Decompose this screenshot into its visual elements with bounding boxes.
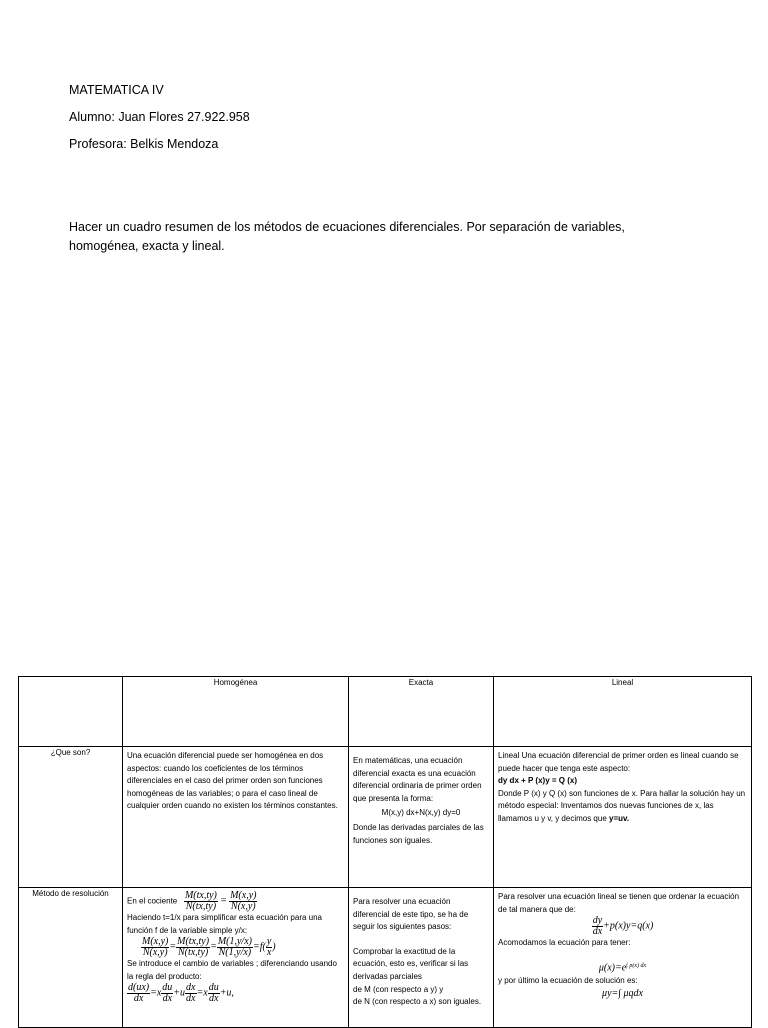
lineal-explanation <box>498 788 747 826</box>
table-row-que-son <box>19 747 752 888</box>
table-header-row <box>19 677 752 747</box>
homogenea-product-rule-equation: $\frac{d(ux)}{dx}$ =x $\frac{du}{dx}$ +u $\frac{dx}{dx}$ =x $\frac{du}{dx}$ +u, <box>128 982 234 1005</box>
lineal-end-text: y=uv. <box>609 813 630 823</box>
cell-lineal-method <box>494 888 752 1028</box>
cell-exacta-method <box>349 888 494 1028</box>
cell-lineal-definition <box>494 747 752 888</box>
row-label-metodo: Método de resolución <box>19 888 123 1028</box>
homogenea-change-variable-text: Se introduce el cambio de variables ; diferenciando usando la regla del producto: <box>127 959 337 981</box>
cell-homogenea-method <box>123 888 349 1028</box>
cell-homogenea-definition <box>123 747 349 888</box>
homogenea-quotient-line: En el cociente $\frac{M(tx,ty)}{N(tx,ty)}$ = $\frac{M(x,y)}{N(x,y)}$ <box>127 890 257 912</box>
exacta-step-check: Comprobar la exactitud de la ecuación, esto es, verificar si las derivadas parciales <box>353 946 469 981</box>
course-title: MATEMATICA IV <box>69 83 164 97</box>
fraction-m-over-n-t: $\frac{M(tx,ty)}{N(tx,ty)}$ <box>184 890 217 912</box>
summary-table <box>18 676 752 1028</box>
column-header-exacta: Exacta <box>349 677 494 747</box>
row-label-que-son: ¿Que son? <box>19 747 123 888</box>
lineal-solution-equation: μy=∫ μqdx <box>602 987 643 999</box>
student-line: Alumno: Juan Flores 27.922.958 <box>69 110 250 124</box>
homogenea-ratio-equation: $\frac{M(x,y)}{N(x,y)}$ = $\frac{M(tx,ty)}{N(tx,ty)}$ = $\frac{M(1,y/x)}{N(1,y/x)}$ =f( $\frac{y}{x}$ ) <box>142 936 276 959</box>
homogenea-substitution-text: Haciendo t=1/x para simplificar esta ecuación para una función f de la variable simple y/x: <box>127 913 322 935</box>
lineal-solution-text: y por último la ecuación de solución es: <box>498 976 638 986</box>
lineal-method-intro: Para resolver una ecuación lineal se tienen que ordenar la ecuación de tal manera que de: <box>498 892 740 914</box>
lineal-rearrange-text: Acomodamos la ecuación para tener: <box>498 938 631 948</box>
lineal-mid-text: Donde P (x) y Q (x) son funciones de x. Para hallar la solución hay un método especial: Inventamos dos nuevas funciones de x, las llamamos u y v, y decimos que <box>498 788 746 823</box>
fraction-m-over-n: $\frac{M(x,y)}{N(x,y)}$ <box>230 890 257 912</box>
empty-corner-cell <box>19 677 123 747</box>
exacta-intro-text: En matemáticas, una ecuación diferencial exacta es una ecuación diferencial ordinaria de primer orden que presenta la forma: <box>353 756 482 803</box>
exacta-formula: M(x,y) dx+N(x,y) dy=0 <box>381 808 461 818</box>
column-header-lineal: Lineal <box>494 677 752 747</box>
lineal-standard-form: $\frac{dy}{dx}$ +p(x)y=q(x) <box>592 915 654 938</box>
exacta-outro-text: Donde las derivadas parciales de las funciones son iguales. <box>353 822 484 845</box>
lineal-intro-text: Lineal Una ecuación diferencial de primer orden es lineal cuando se puede hacer que tenga este aspecto: <box>498 751 739 773</box>
lineal-formula <box>498 775 747 788</box>
exacta-step-n: de N (con respecto a x) son iguales. <box>353 997 482 1007</box>
lineal-integrating-factor: $\mu(x)=e^{\int p(x) dx}$ <box>598 962 647 974</box>
exacta-step-m: de M (con respecto a y) y <box>353 984 444 994</box>
teacher-line: Profesora: Belkis Mendoza <box>69 137 219 151</box>
homogenea-definition-text: Una ecuación diferencial puede ser homogénea en dos aspectos: cuando los coeficientes de los términos diferenciales en el caso del primer orden son funciones homogéneas de las variables; o para el caso lineal de cualquier orden cuando no existen los términos constantes. <box>127 751 338 811</box>
lineal-formula-text: dy dx + P (x)y = Q (x) <box>498 776 577 786</box>
cell-exacta-definition <box>349 747 494 888</box>
task-statement: Hacer un cuadro resumen de los métodos de ecuaciones diferenciales. Por separación de variables, homogénea, exacta y lineal. <box>69 220 625 253</box>
table-row-metodo <box>19 888 752 1028</box>
homogenea-quotient-prefix: En el cociente <box>127 896 178 906</box>
column-header-homogenea: Homogénea <box>123 677 349 747</box>
exacta-steps-intro: Para resolver una ecuación diferencial de este tipo, se ha de seguir los siguientes pasos: <box>353 897 469 932</box>
